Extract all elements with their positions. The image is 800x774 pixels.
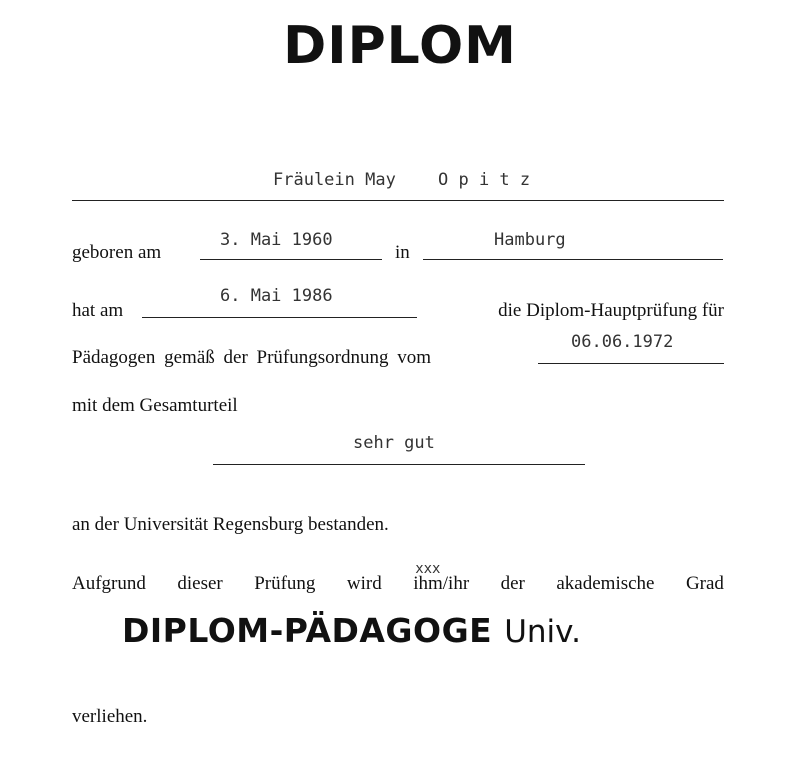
exam-label: hat am	[72, 300, 124, 321]
name-underline	[72, 200, 724, 201]
regulation-date-underline	[538, 363, 724, 364]
birth-label: geboren am	[72, 242, 162, 263]
birth-place: Hamburg	[494, 230, 566, 250]
grant-word: Aufgrund	[72, 573, 146, 594]
name-salutation: Fräulein May	[273, 170, 396, 190]
grant-word: dieser	[177, 573, 223, 594]
birth-in-label: in	[395, 242, 410, 263]
pronoun-group	[413, 561, 470, 595]
exam-date: 6. Mai 1986	[220, 286, 333, 306]
closing-text: verliehen.	[72, 706, 148, 727]
exam-suffix: die Diplom-Hauptprüfung für	[498, 300, 724, 321]
grant-word: Grad	[685, 573, 724, 594]
birth-place-underline	[423, 259, 723, 260]
regulation-date: 06.06.1972	[571, 332, 674, 352]
birth-date: 3. Mai 1960	[220, 230, 333, 250]
overtype-xxx: xxx	[415, 561, 441, 577]
grant-word: Prüfung	[254, 573, 316, 594]
degree-suffix: Univ.	[504, 614, 581, 650]
grant-word: wird	[346, 573, 382, 594]
birth-date-underline	[200, 259, 382, 260]
grant-word: der	[500, 573, 525, 594]
grade-value: sehr gut	[353, 433, 435, 453]
document-title: DIPLOM	[283, 16, 517, 76]
pronoun-ihr: /ihr	[442, 573, 470, 594]
degree-main: DIPLOM-PÄDAGOGE	[122, 611, 493, 650]
grant-sentence	[72, 561, 724, 595]
overall-label: mit dem Gesamturteil	[72, 395, 238, 416]
exam-date-underline	[142, 317, 417, 318]
regulation-text: Pädagogen gemäß der Prüfungsordnung vom	[72, 347, 431, 368]
struck-pronoun: ihm	[413, 573, 443, 594]
name-surname: O p i t z	[438, 170, 531, 190]
university-sentence: an der Universität Regensburg bestanden.	[72, 514, 389, 535]
degree-title	[122, 611, 581, 650]
grade-underline	[213, 464, 585, 465]
grant-word: akademische	[556, 573, 655, 594]
